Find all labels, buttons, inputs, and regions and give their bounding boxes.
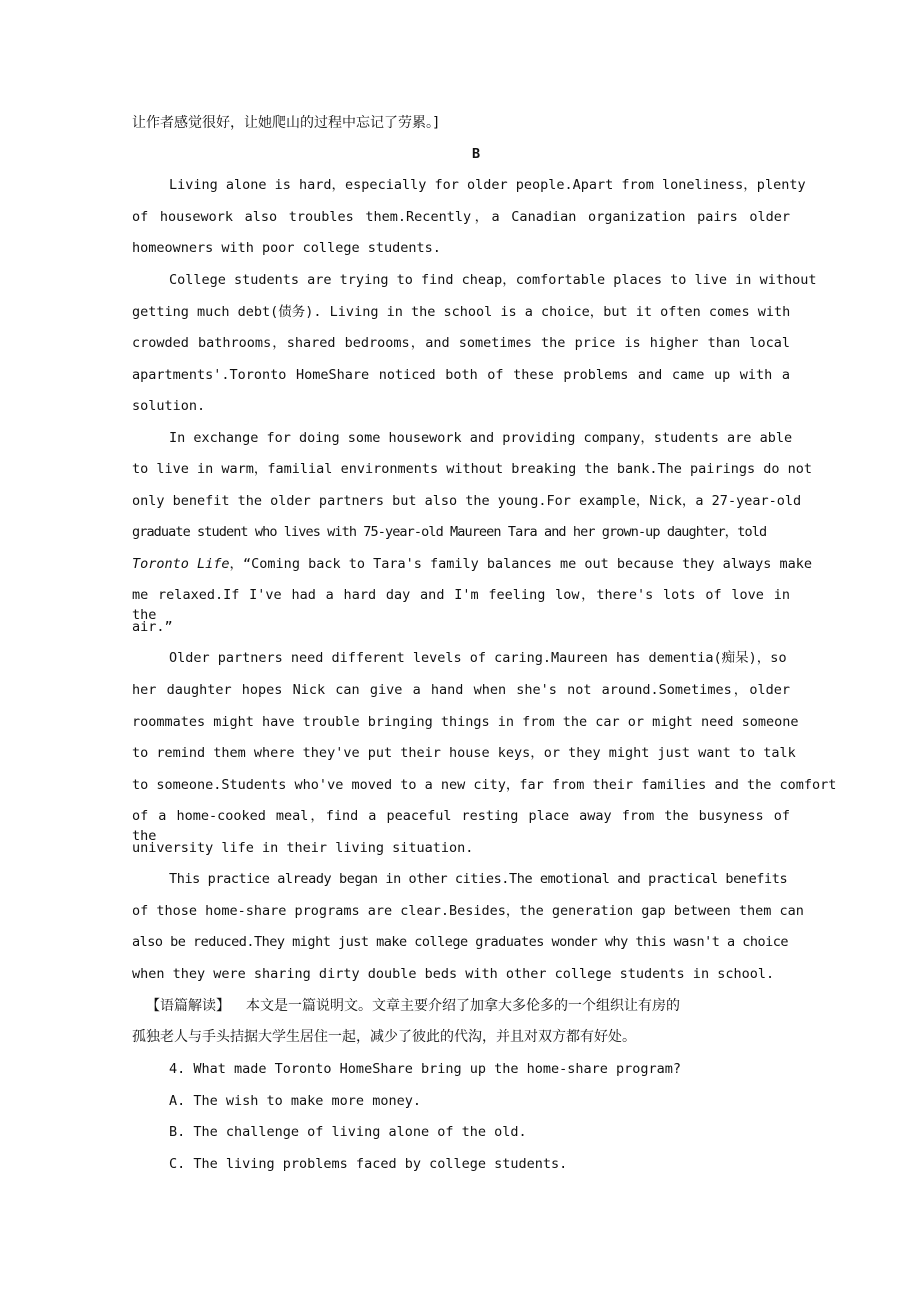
passage-line: when they were sharing dirty double beds with other college students in school. <box>132 966 775 982</box>
passage-line: Older partners need different levels of caring.Maureen has dementia(痴呆)，so <box>169 650 787 666</box>
analysis-line <box>146 996 680 1016</box>
passage-line <box>132 554 812 574</box>
analysis-label: 【语篇解读】 <box>146 998 230 1014</box>
option-c[interactable]: C. The living problems faced by college students. <box>169 1156 568 1172</box>
passage-line: In exchange for doing some housework and providing company，students are able <box>169 430 793 446</box>
passage-line: to remind them where they've put their house keys，or they might just want to talk <box>132 745 796 761</box>
passage-line: getting much debt(债务). Living in the school is a choice，but it often comes with <box>132 304 791 320</box>
question-stem: 4. What made Toronto HomeShare bring up the home-share program? <box>169 1061 682 1077</box>
intro-line: 让作者感觉很好，让她爬山的过程中忘记了劳累。] <box>132 115 439 131</box>
passage-line: graduate student who lives with 75-year-old Maureen Tara and her grown-up daughter，told <box>132 524 767 540</box>
passage-line: also be reduced.They might just make college graduates wonder why this wasn't a choice <box>132 934 788 950</box>
passage-line: me relaxed.If I've had a hard day and I'm feeling low，there's lots of love in the <box>132 587 790 623</box>
passage-line: air.” <box>132 619 173 635</box>
passage-line: of those home-share programs are clear.Besides，the generation gap between them can <box>132 903 804 919</box>
analysis-line: 孤独老人与手头拮据大学生居住一起，减少了彼此的代沟，并且对双方都有好处。 <box>132 1029 636 1045</box>
magazine-title: Toronto Life <box>132 556 230 572</box>
analysis-text: 本文是一篇说明文。文章主要介绍了加拿大多伦多的一个组织让有房的 <box>246 998 680 1014</box>
passage-line: This practice already began in other cities.The emotional and practical benefits <box>169 871 788 887</box>
passage-line: only benefit the older partners but also the young.For example，Nick，a 27-year-old <box>132 493 802 509</box>
option-a[interactable]: A. The wish to make more money. <box>169 1093 421 1109</box>
passage-line: of housework also troubles them.Recently，a Canadian organization pairs older <box>132 209 790 225</box>
passage-line: crowded bathrooms，shared bedrooms，and sometimes the price is higher than local <box>132 335 790 351</box>
passage-line: of a home-cooked meal，find a peaceful resting place away from the busyness of the <box>132 808 790 844</box>
option-b[interactable]: B. The challenge of living alone of the old. <box>169 1124 527 1140</box>
passage-line: College students are trying to find cheap，comfortable places to live in without <box>169 272 817 288</box>
passage-line: her daughter hopes Nick can give a hand when she's not around.Sometimes，older <box>132 682 790 698</box>
passage-line: university life in their living situation. <box>132 840 474 856</box>
quote-text: ，“Coming back to Tara's family balances me out because they always make <box>229 556 812 572</box>
passage-line: solution. <box>132 398 206 414</box>
passage-line: to someone.Students who've moved to a new city，far from their families and the comfort <box>132 777 837 793</box>
passage-line: homeowners with poor college students. <box>132 240 441 256</box>
passage-line: Living alone is hard，especially for older people.Apart from loneliness，plenty <box>169 177 806 193</box>
passage-line: to live in warm，familial environments without breaking the bank.The pairings do not <box>132 461 812 477</box>
passage-line: roommates might have trouble bringing things in from the car or might need someone <box>132 714 799 730</box>
section-heading: B <box>472 146 481 162</box>
passage-line: apartments'.Toronto HomeShare noticed both of these problems and came up with a <box>132 367 790 383</box>
